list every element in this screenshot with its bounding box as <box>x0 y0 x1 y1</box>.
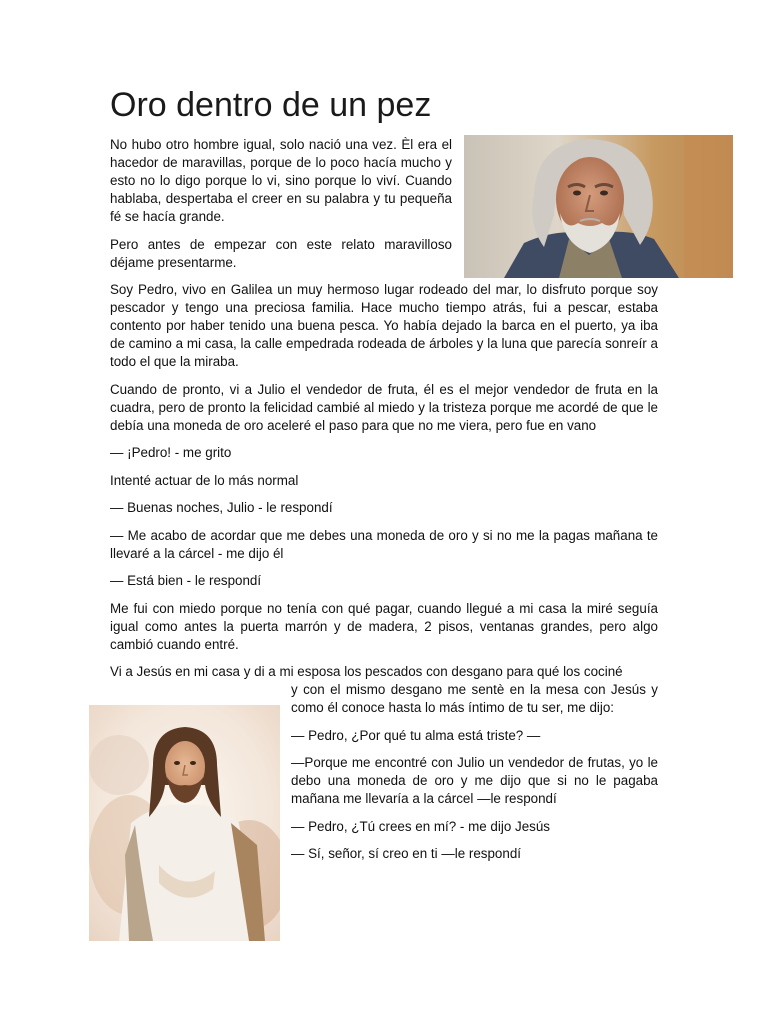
paragraph-split-rest: y con el mismo desgano me sentè en la mesa con Jesús y como él conoce hasta lo más íntimo de tu ser, me dijo: <box>291 682 658 715</box>
paragraph: Cuando de pronto, vi a Julio el vendedor de fruta, él es el mejor vendedor de fruta en la cuadra, pero de pronto la felicidad cambié al miedo y la tristeza porque me acordé de que le debía una moneda de oro aceleré el paso para que no me viera, pero fue en vano <box>110 381 658 433</box>
paragraph: Pero antes de empezar con este relato maravilloso déjame presentarme. <box>110 236 452 270</box>
jesus-illustration <box>89 705 280 941</box>
document-title: Oro dentro de un pez <box>110 86 432 124</box>
paragraph: — Está bien - le respondí <box>110 573 262 588</box>
intro-block <box>110 136 452 272</box>
paragraph: Me fui con miedo porque no tenía con qué pagar, cuando llegué a mi casa la miré seguía igual como antes la puerta marrón y de madera, 2 pisos, ventanas grandes, pero algo cambió cuando entré. <box>110 600 658 652</box>
paragraph: No hubo otro hombre igual, solo nació una vez. Èl era el hacedor de maravillas, porque de lo poco hacía mucho y esto no lo digo porque lo vi, sino porque lo viví. Cuando hablaba, despertaba el creer en su palabra y tu pequeña fé se hacía grande. <box>110 137 452 224</box>
old-man-photo <box>464 135 733 278</box>
paragraph: Soy Pedro, vivo en Galilea un muy hermoso lugar rodeado del mar, lo disfruto porque soy pescador y tengo una preciosa familia. Hace mucho tiempo atrás, fui a pescar, estaba contento por haber tenido una buena pesca. Yo había dejado la barca en el puerto, ya iba de camino a mi casa, la calle empedrada rodeada de árboles y la luna que parecía sonreír a todo el que la miraba. <box>110 282 658 369</box>
paragraph: — Pedro, ¿Por qué tu alma está triste? — <box>291 727 541 743</box>
paragraph: — ¡Pedro! - me grito <box>110 445 232 460</box>
paragraph: — Sí, señor, sí creo en ti —le respondí <box>291 846 521 861</box>
wrapped-block <box>291 681 658 863</box>
paragraph-split-first: Vi a Jesús en mi casa y di a mi esposa los pescados con desgano para qué los cociné <box>110 664 623 679</box>
paragraph: — Buenas noches, Julio - le respondí <box>110 500 333 515</box>
paragraph: — Me acabo de acordar que me debes una moneda de oro y si no me la pagas mañana te llevaré a la cárcel - me dijo él <box>110 527 658 561</box>
paragraph: —Porque me encontré con Julio un vendedor de frutas, yo le debo una moneda de oro y me dijo que si no le pagaba mañana me llevaría a la cárcel —le respondí <box>291 755 658 806</box>
paragraph: Intenté actuar de lo más normal <box>110 472 299 488</box>
paragraph: — Pedro, ¿Tú crees en mí? - me dijo Jesús <box>291 818 550 834</box>
